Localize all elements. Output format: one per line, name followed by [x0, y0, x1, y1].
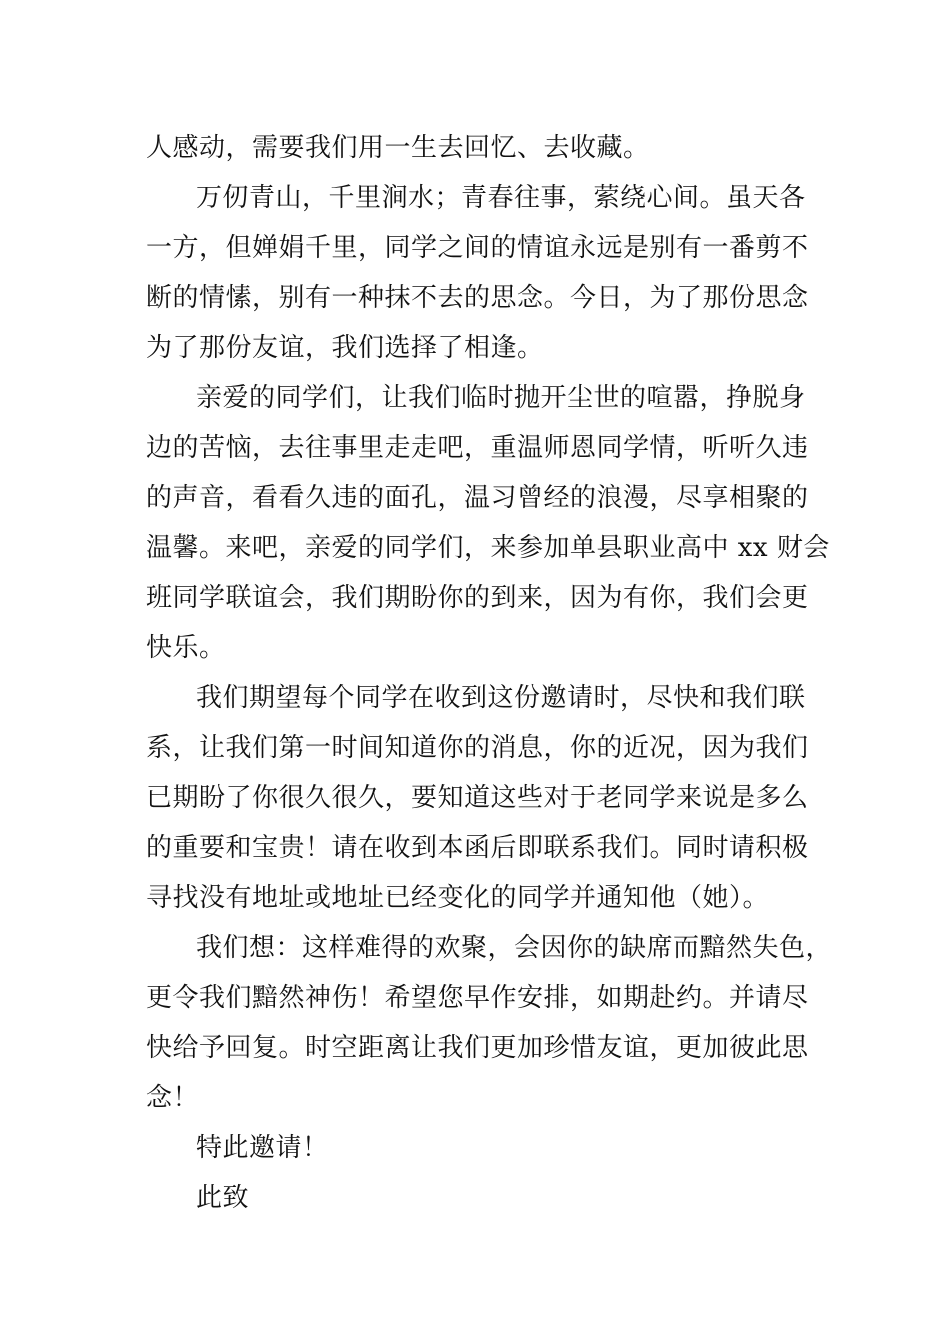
paragraph-start-line: 亲爱的同学们，让我们临时抛开尘世的喧嚣，挣脱身	[196, 383, 806, 413]
text-line: 班同学联谊会，我们期盼你的到来，因为有你，我们会更	[146, 583, 809, 613]
paragraph-start-line: 万仞青山，千里涧水；青春往事，萦绕心间。虽天各	[196, 183, 806, 213]
text-line: 念！	[146, 1083, 200, 1113]
text-line: 人感动，需要我们用一生去回忆、去收藏。	[146, 133, 650, 163]
closing-salutation: 此致	[196, 1183, 250, 1213]
text-line: 的重要和宝贵！请在收到本函后即联系我们。同时请积极	[146, 833, 809, 863]
text-line: 的声音，看看久违的面孔，温习曾经的浪漫，尽享相聚的	[146, 483, 809, 513]
text-line: 快乐。	[146, 633, 226, 663]
text-line: 更令我们黯然神伤！希望您早作安排，如期赴约。并请尽	[146, 983, 809, 1013]
text-line: 温馨。来吧，亲爱的同学们，来参加单县职业高中 xx 财会	[146, 533, 830, 563]
text-line: 一方，但婵娟千里，同学之间的情谊永远是别有一番剪不	[146, 233, 809, 263]
text-line: 快给予回复。时空距离让我们更加珍惜友谊，更加彼此思	[146, 1033, 809, 1063]
paragraph-start-line: 我们期望每个同学在收到这份邀请时，尽快和我们联	[196, 683, 806, 713]
paragraph-start-line: 我们想：这样难得的欢聚，会因你的缺席而黯然失色，	[196, 933, 833, 963]
text-line: 已期盼了你很久很久，要知道这些对于老同学来说是多么	[146, 783, 809, 813]
text-line: 边的苦恼，去往事里走走吧，重温师恩同学情，听听久违	[146, 433, 809, 463]
text-line: 系，让我们第一时间知道你的消息，你的近况，因为我们	[146, 733, 809, 763]
text-line: 断的情愫，别有一种抹不去的思念。今日，为了那份思念	[146, 283, 809, 313]
text-line: 为了那份友谊，我们选择了相逢。	[146, 333, 544, 363]
text-line: 寻找没有地址或地址已经变化的同学并通知他（她）。	[146, 883, 770, 913]
closing-invitation: 特此邀请！	[196, 1133, 329, 1163]
